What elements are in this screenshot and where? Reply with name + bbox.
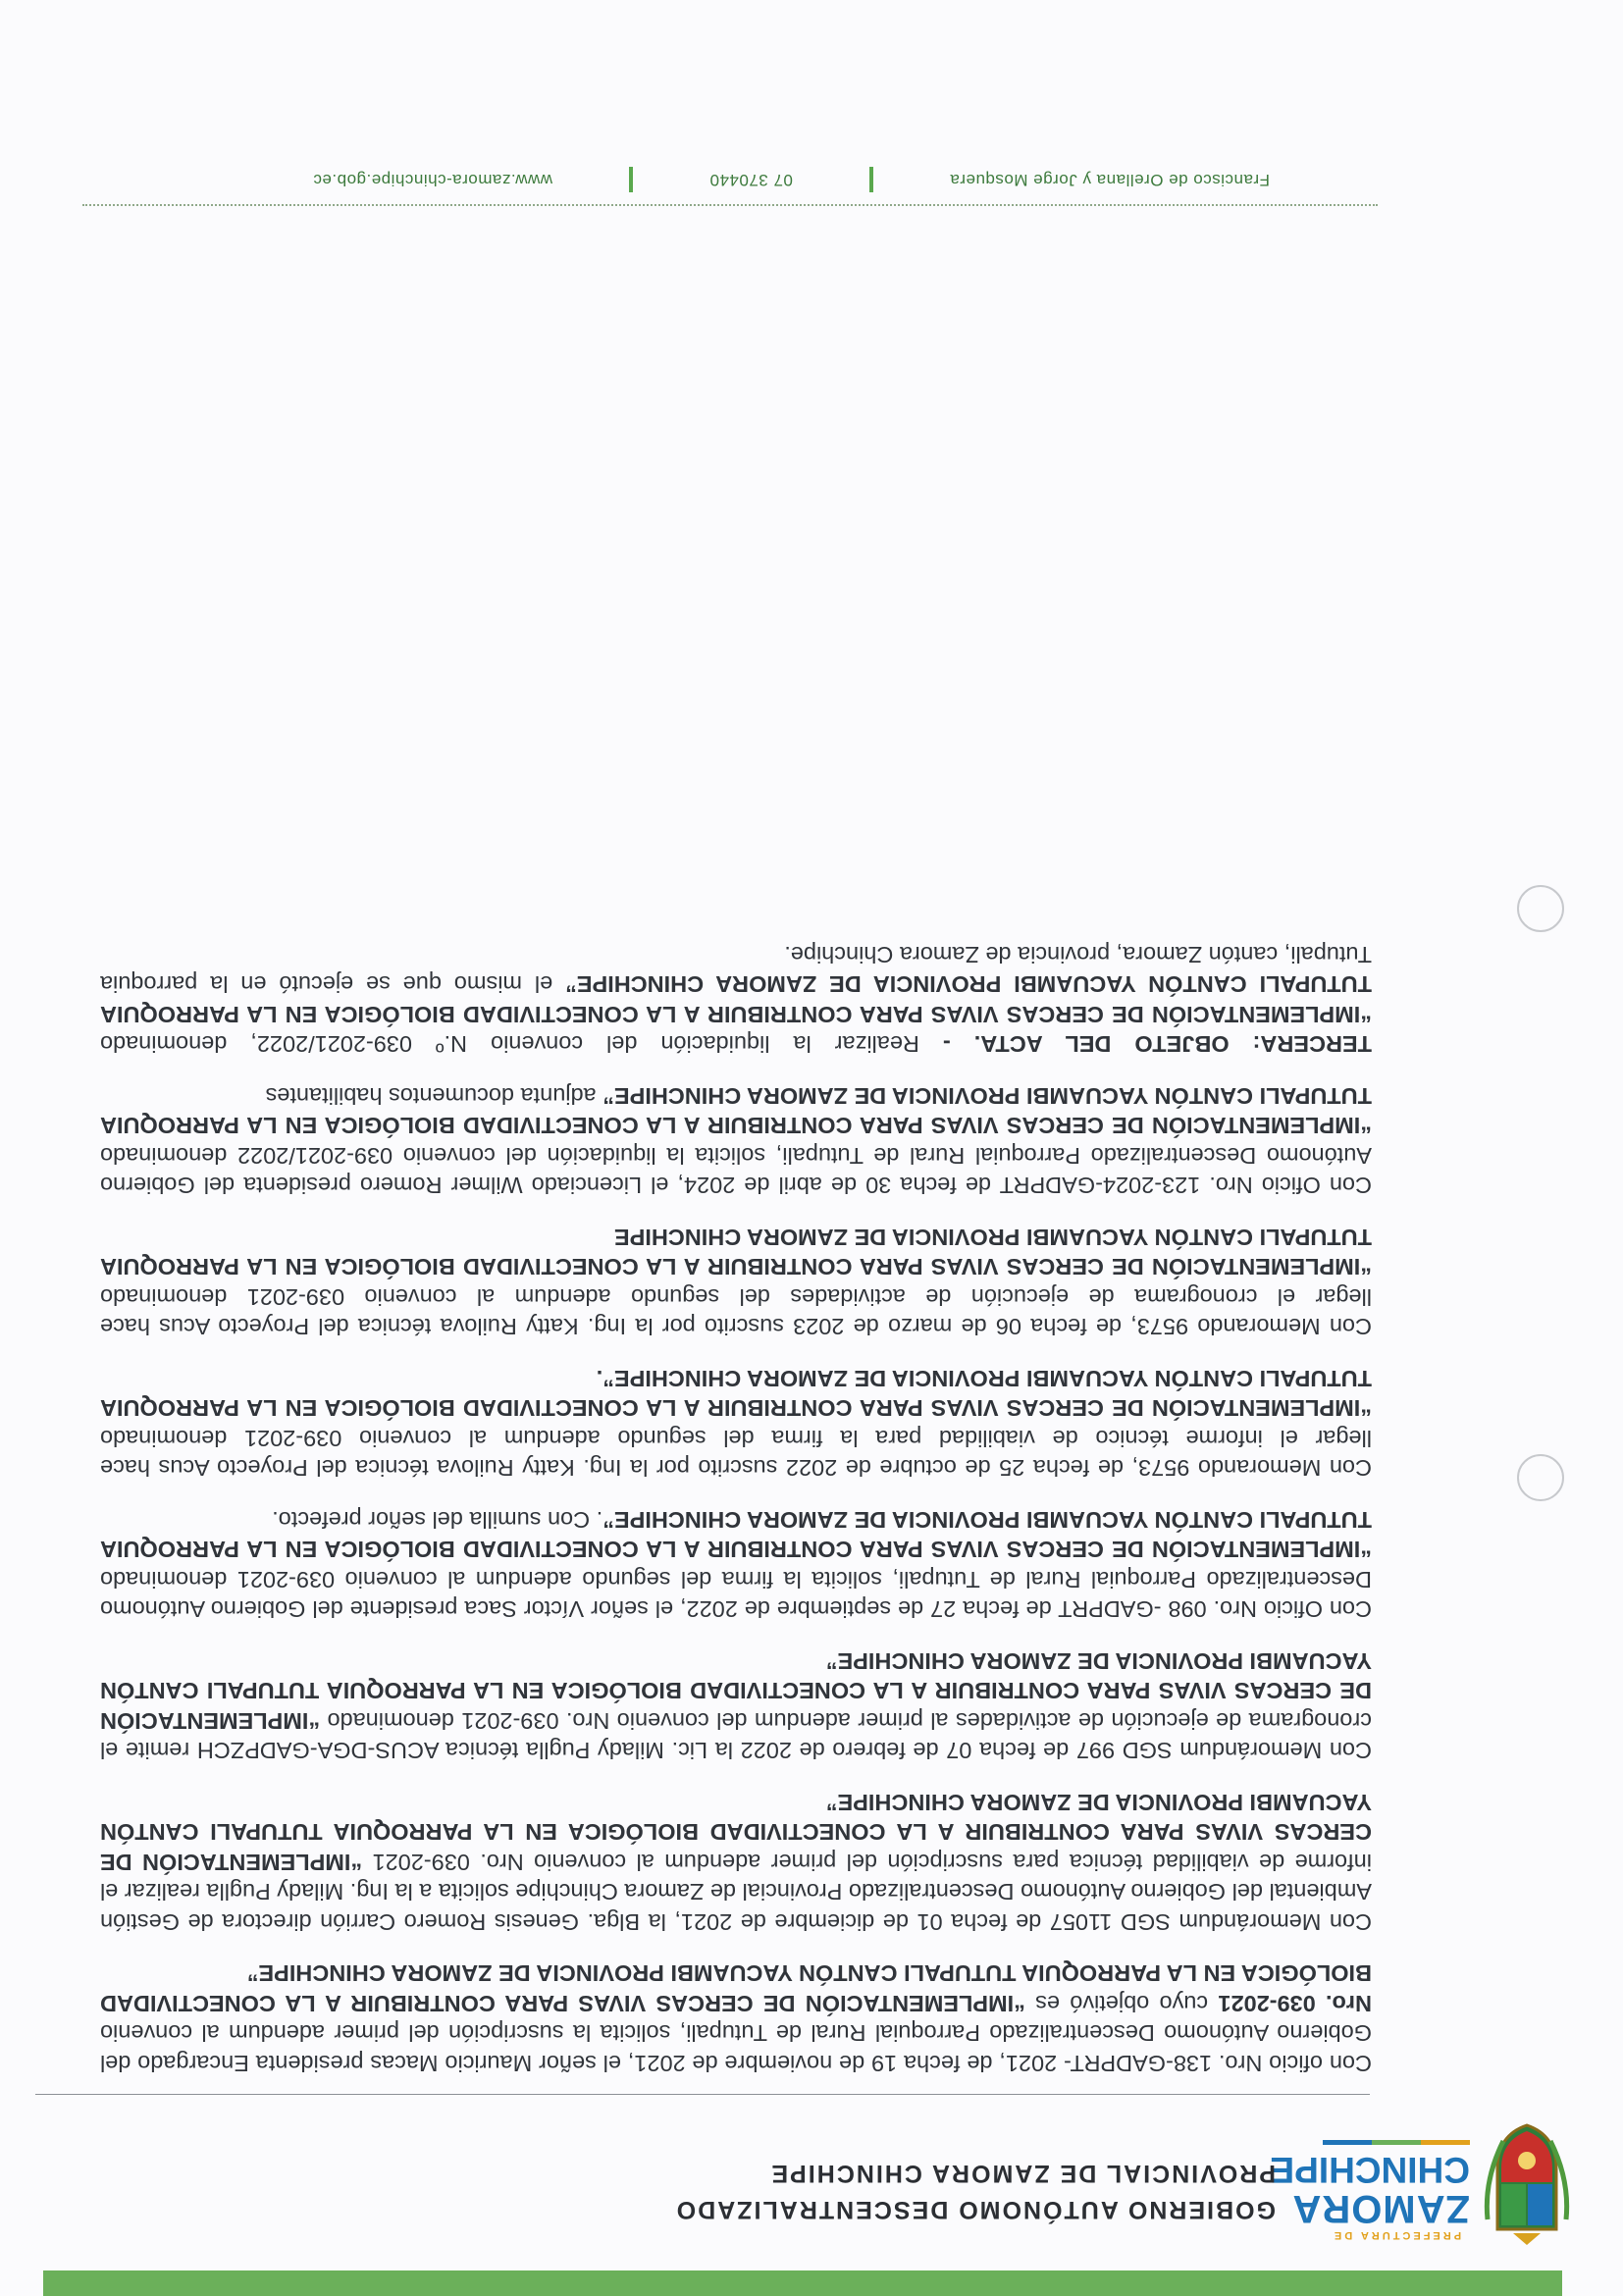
footer-separator: [869, 167, 873, 192]
project-title: “IMPLEMENTACIÓN DE CERCAS VIVAS PARA CONTRIBUIR A LA CONECTIVIDAD BIOLÓGICA EN LA PARROQUIA TUTUPALI CANTÓN YACUAMBI PROVINCIA DE ZAMORA CHINCHIPE”: [100, 971, 1372, 1027]
paragraph-7: [100, 1081, 1372, 1201]
paragraph-text: Con Oficio Nro. 098 -GADPRT de fecha 27 de septiembre de 2022, el señor Víctor Saca presidente del Gobierno Autónomo Descentralizado Parroquial Rural de Tutupali, solicita la firma del segundo adendum al convenio 039-2021 denominado: [100, 1567, 1372, 1623]
project-title: “IMPLEMENTACIÓN DE CERCAS VIVAS PARA CONTRIBUIR A LA CONECTIVIDAD BIOLÓGICA EN LA PARROQUIA TUTUPALI CANTÓN YACUAMBI PROVINCIA DE ZAMORA CHINCHIPE”: [100, 1507, 1372, 1563]
paragraph-tercera: [100, 940, 1372, 1060]
project-title: “IMPLEMENTACIÓN DE CERCAS VIVAS PARA CONTRIBUIR A LA CONECTIVIDAD BIOLÓGICA EN LA PARROQUIA TUTUPALI CANTÓN YACUAMBI PROVINCIA DE ZAMORA CHINCHIPE”: [100, 1648, 1372, 1734]
paragraph-text: Con oficio Nro. 138-GADPRT- 2021, de fecha 19 de noviembre de 2021, el señor Mauricio Macas presidenta Encargado del Gobierno Autónomo Descentralizado Parroquial Rural de Tutupali, solicita la suscripción del primer adendum al convenio: [100, 2020, 1372, 2076]
paragraph-text: Con Oficio Nro. 123-2024-GADPRT de fecha 30 de abril de 2024, el Licenciado Wilmer Romero presidenta del Gobierno Autónomo Descentralizado Parroquial Rural de Tutupali, solicita la liquidación del convenio 039-2021/2022 denominado: [100, 1143, 1372, 1199]
paragraph-5: [100, 1364, 1372, 1484]
paragraph-6: [100, 1223, 1372, 1342]
project-title: “IMPLEMENTACIÓN DE CERCAS VIVAS PARA CONTRIBUIR A LA CONECTIVIDAD BIOLÓGICA EN LA PARROQUIA TUTUPALI CANTÓN YACUAMBI PROVINCIA DE ZAMORA CHINCHIPE”: [100, 1083, 1372, 1139]
paragraph-text: . Con sumilla del señor prefecto.: [272, 1507, 603, 1533]
footer: [82, 167, 1378, 206]
footer-divider: [82, 204, 1378, 206]
convenio-number: Nro. 039-2021: [1218, 1991, 1372, 2016]
paragraph-text: Realizar la liquidación del convenio N.º 039-2021/2022, denominado: [100, 1031, 943, 1058]
paragraph-text: adjunta documentos habilitantes: [265, 1083, 603, 1109]
top-green-bar: [43, 2270, 1562, 2296]
footer-website: www.zamora-chinchipe.gob.ec: [312, 171, 553, 189]
header-divider: [35, 2094, 1370, 2095]
prefecture-logo: [1270, 2140, 1470, 2241]
project-title: “IMPLEMENTACIÓN DE CERCAS VIVAS PARA CONTRIBUIR A LA CONECTIVIDAD BIOLÓGICA EN LA PARROQUIA TUTUPALI CANTÓN YACUAMBI PROVINCIA DE ZAMORA CHINCHIPE”.: [100, 1366, 1372, 1422]
logo-color-stripe: [1323, 2140, 1470, 2145]
punch-hole: [1517, 1454, 1564, 1501]
logo-word-chinchipe: CHINCHIPE: [1270, 2150, 1470, 2190]
footer-contact: [313, 167, 1270, 192]
paragraph-text: Con Memorando 9573, de fecha 06 de marzo de 2023 suscrito por la Ing. Katty Ruilova técnica del Proyecto Acus hace llegar el cronograma de ejecución de actividades del segundo adendum al convenio 039-2021 denominado: [100, 1284, 1372, 1340]
punch-hole: [1517, 885, 1564, 932]
document-body: [100, 918, 1372, 2079]
logo-word-zamora: ZAMORA: [1291, 2187, 1470, 2230]
paragraph-2: [100, 1788, 1372, 1938]
project-title: “IMPLEMENTACIÓN DE CERCAS VIVAS PARA CONTRIBUIR A LA CONECTIVIDAD BIOLÓGICA EN LA PARROQUIA TUTUPALI CANTÓN YACUAMBI PROVINCIA DE ZAMORA CHINCHIPE”: [100, 1960, 1372, 2016]
paragraph-3: [100, 1646, 1372, 1766]
paragraph-4: [100, 1505, 1372, 1625]
institution-name: [675, 2155, 1276, 2227]
letterhead: [63, 2110, 1594, 2257]
project-title: “IMPLEMENTACIÓN DE CERCAS VIVAS PARA CONTRIBUIR A LA CONECTIVIDAD BIOLÓGICA EN LA PARROQUIA TUTUPALI CANTÓN YACUAMBI PROVINCIA DE ZAMORA CHINCHIPE”: [100, 1790, 1372, 1875]
paragraph-text: el mismo que se ejecutó en la parroquia Tutupali, cantón Zamora, provincia de Zamora Chinchipe.: [100, 942, 1372, 998]
footer-address: Francisco de Orellana y Jorge Mosquera: [949, 171, 1270, 189]
clause-heading: TERCERA: OBJETO DEL ACTA. -: [942, 1031, 1372, 1058]
paragraph-text: Con Memorando 9573, de fecha 25 de octubre de 2022 suscrito por la Ing. Katty Ruilova técnica del Proyecto Acus hace llegar el informe técnico de viabilidad para la firma del segundo adendum al convenio 039-2021 denominado: [100, 1426, 1372, 1482]
logo-prefix: PREFECTURA DE: [1331, 2229, 1462, 2241]
footer-phone: 07 370440: [709, 171, 793, 189]
paragraph-text: cuyo objetivó es: [1024, 1991, 1219, 2016]
footer-separator: [629, 167, 633, 192]
institution-line-1: GOBIERNO AUTÓNOMO DESCENTRALIZADO: [674, 2196, 1276, 2223]
paragraph-1: [100, 1958, 1372, 2078]
provincial-crest-icon: [1482, 2121, 1572, 2249]
paragraph-text: Con Memorándum SGD 11057 de fecha 01 de diciembre de 2021, la Blga. Genesis Romero Carrión directora de Gestión Ambiental del Gobierno Autónomo Descentralizado Provincial de Zamora Chinchipe solicita a la Ing. Milady Puglla realizar el informe de viabilidad técnica para suscripción del primer adendum al convenio Nro. 039-2021: [100, 1850, 1372, 1935]
project-title: “IMPLEMENTACIÓN DE CERCAS VIVAS PARA CONTRIBUIR A LA CONECTIVIDAD BIOLÓGICA EN LA PARROQUIA TUTUPALI CANTÓN YACUAMBI PROVINCIA DE ZAMORA CHINCHIPE: [100, 1225, 1372, 1280]
institution-line-2: PROVINCIAL DE ZAMORA CHINCHIPE: [769, 2160, 1276, 2187]
paragraph-text: Con Memorándum SGD 997 de fecha 07 de febrero de 2022 la Lic. Milady Puglla técnica ACUS-DGA-GADPZCH remite el cronograma de ejecución de actividades al primer adendum del convenio Nro. 039-2021 denominado: [100, 1708, 1372, 1764]
